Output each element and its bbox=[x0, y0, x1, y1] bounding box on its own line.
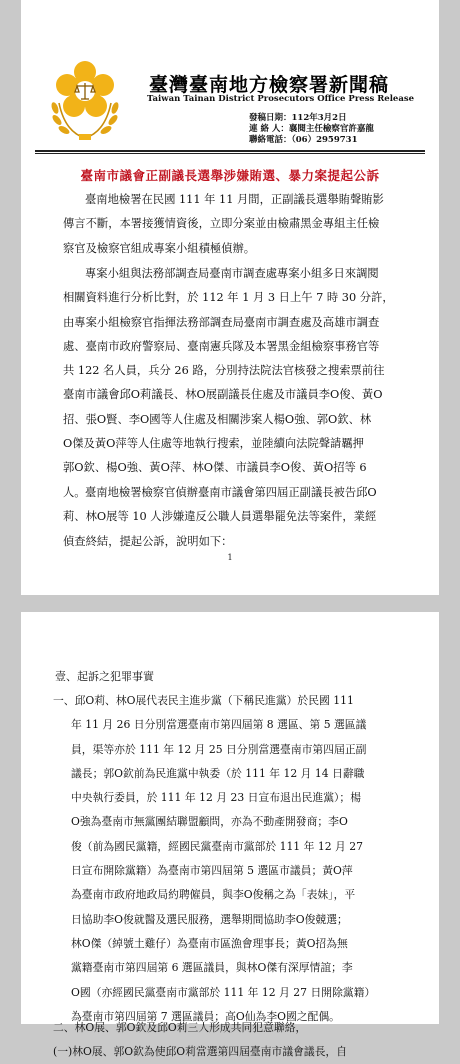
news-headline: 臺南市議會正副議長選舉涉嫌賄選、暴力案提起公訴 bbox=[80, 168, 380, 183]
section-title: 壹、起訴之犯罪事實 bbox=[55, 670, 154, 683]
press-release-title-english: Taiwan Tainan District Prosecutors Office Press Release bbox=[147, 94, 415, 104]
text-line: 年 11 月 26 日分別當選臺南市第四屆第 8 選區、第 5 選區議 bbox=[71, 718, 367, 732]
prosecutors-office-emblem-icon bbox=[47, 58, 123, 144]
text-line: (一)林O展、郭O欽為使邱O莉當選第四屆臺南市議會議長，自 bbox=[53, 1045, 348, 1058]
press-release-title: 臺灣臺南地方檢察署新聞稿 bbox=[149, 74, 390, 96]
text-line: 議長；郭O欽前為民進黨中執委（於 111 年 12 月 14 日辭職 bbox=[71, 766, 365, 780]
text-line: O強為臺南市無黨團結聯盟顧問，亦為不動產開發商；李O bbox=[71, 815, 348, 829]
text-line: 人。 bbox=[63, 485, 86, 499]
text-line: 林O傑（綽號土雞仔）為臺南市區漁會理事長；黃O招為無 bbox=[71, 936, 348, 950]
text-line: 一、邱O莉、林O展代表民主進步黨（下稱民進黨）於民國 111 bbox=[53, 694, 354, 707]
text-line: 為臺南市第四屆第 7 選區議員；高O仙為李O國之配偶。 bbox=[71, 1009, 340, 1023]
text-line: 察官及檢察官組成專案小組積極偵辦。 bbox=[63, 241, 256, 255]
text-line: 由專案小組檢察官指揮法務部調查局臺南市調查處及高雄市調查 bbox=[63, 315, 380, 329]
text-line: 俊（前為國民黨籍，經國民黨臺南市黨部於 111 年 12 月 27 bbox=[71, 839, 363, 853]
document-page-2 bbox=[21, 612, 439, 1058]
release-date: 發稿日期：112年3月2日 bbox=[249, 113, 347, 123]
contact-phone: 聯絡電話：（06）2959731 bbox=[249, 135, 358, 145]
text-line: 中央執行委員，於 111 年 12 月 23 日宣布退出民進黨）；楊 bbox=[71, 791, 362, 805]
text-line: 臺南市議會邱O莉議長、林O展副議長住處及市議員李O俊、黃O bbox=[63, 388, 383, 402]
fact-item-1 bbox=[53, 689, 421, 1029]
text-line: 傳言不斷，本署接獲情資後，立即分案並由檢肅黑金專組主任檢 bbox=[63, 217, 380, 231]
text-line: 處、臺南市政府警察局、臺南憲兵隊及本署黑金組檢察事務官等 bbox=[63, 339, 380, 353]
text-line: 郭O欽、楊O強、黃O萍、林O傑、市議員李O俊、黃O招等 6 bbox=[63, 461, 367, 475]
contact-person: 連 絡 人：襄閱主任檢察官許嘉龍 bbox=[249, 124, 374, 134]
text-line: 偵查終結，提起公訴，說明如下： bbox=[63, 534, 233, 548]
document-page-1 bbox=[21, 0, 439, 595]
text-line: 共 122 名人員，兵分 26 路，分別持法院法官核發之搜索票前往 bbox=[63, 364, 385, 378]
text-line: 招、張O賢、李O國等人住處及相關涉案人楊O強、郭O欽、林 bbox=[63, 412, 372, 426]
text-line: 臺南地檢署檢察官偵辦臺南市議會第四屆正副議長被告邱O bbox=[85, 486, 377, 499]
page-number: 1 bbox=[227, 553, 233, 562]
text-line: 日協助李O俊就醫及選民服務，選舉期間協助李O俊競選； bbox=[71, 912, 348, 926]
fact-item-3-partial bbox=[53, 1040, 403, 1058]
text-line: O傑及黃O萍等人住處等地執行搜索，並陸續向法院聲請羈押 bbox=[63, 437, 364, 451]
press-release-header bbox=[21, 0, 439, 150]
text-line: 相關資料進行分析比對，於 112 年 1 月 3 日上午 7 時 30 分許， bbox=[63, 291, 394, 305]
text-line: 莉、林O展等 10 人涉嫌違反公職人員選舉罷免法等案件，業經 bbox=[63, 510, 377, 524]
paragraph-2 bbox=[63, 262, 421, 505]
text-line: 專案小組與法務部調查局臺南市調查處專案小組多日來調閱 bbox=[85, 267, 379, 280]
header-divider bbox=[35, 150, 425, 154]
text-line: 二、林O展、郭O欽及邱O莉三人形成共同犯意聯絡， bbox=[53, 1021, 307, 1034]
paragraph-1 bbox=[63, 188, 421, 261]
text-line: 臺南地檢署在民國 111 年 11 月間，正副議長選舉賄聲賄影 bbox=[85, 193, 384, 206]
text-line: 為臺南市政府地政局約聘僱員，與李O俊稱之為「表妹」，平 bbox=[71, 888, 356, 902]
text-line: O國（亦經國民黨臺南市黨部於 111 年 12 月 27 日開除黨籍） bbox=[71, 985, 376, 999]
fact-item-2 bbox=[53, 1016, 403, 1040]
text-line: 黨籍臺南市第四屆第 6 選區議員，與林O傑有深厚情誼；李 bbox=[71, 961, 353, 975]
text-line: 員，渠等亦於 111 年 12 月 25 日分別當選臺南市第四屆正副 bbox=[71, 742, 367, 756]
paragraph-3 bbox=[63, 481, 421, 554]
text-line: 日宣布開除黨籍）為臺南市第四屆第 5 選區市議員；黃O萍 bbox=[71, 864, 353, 878]
